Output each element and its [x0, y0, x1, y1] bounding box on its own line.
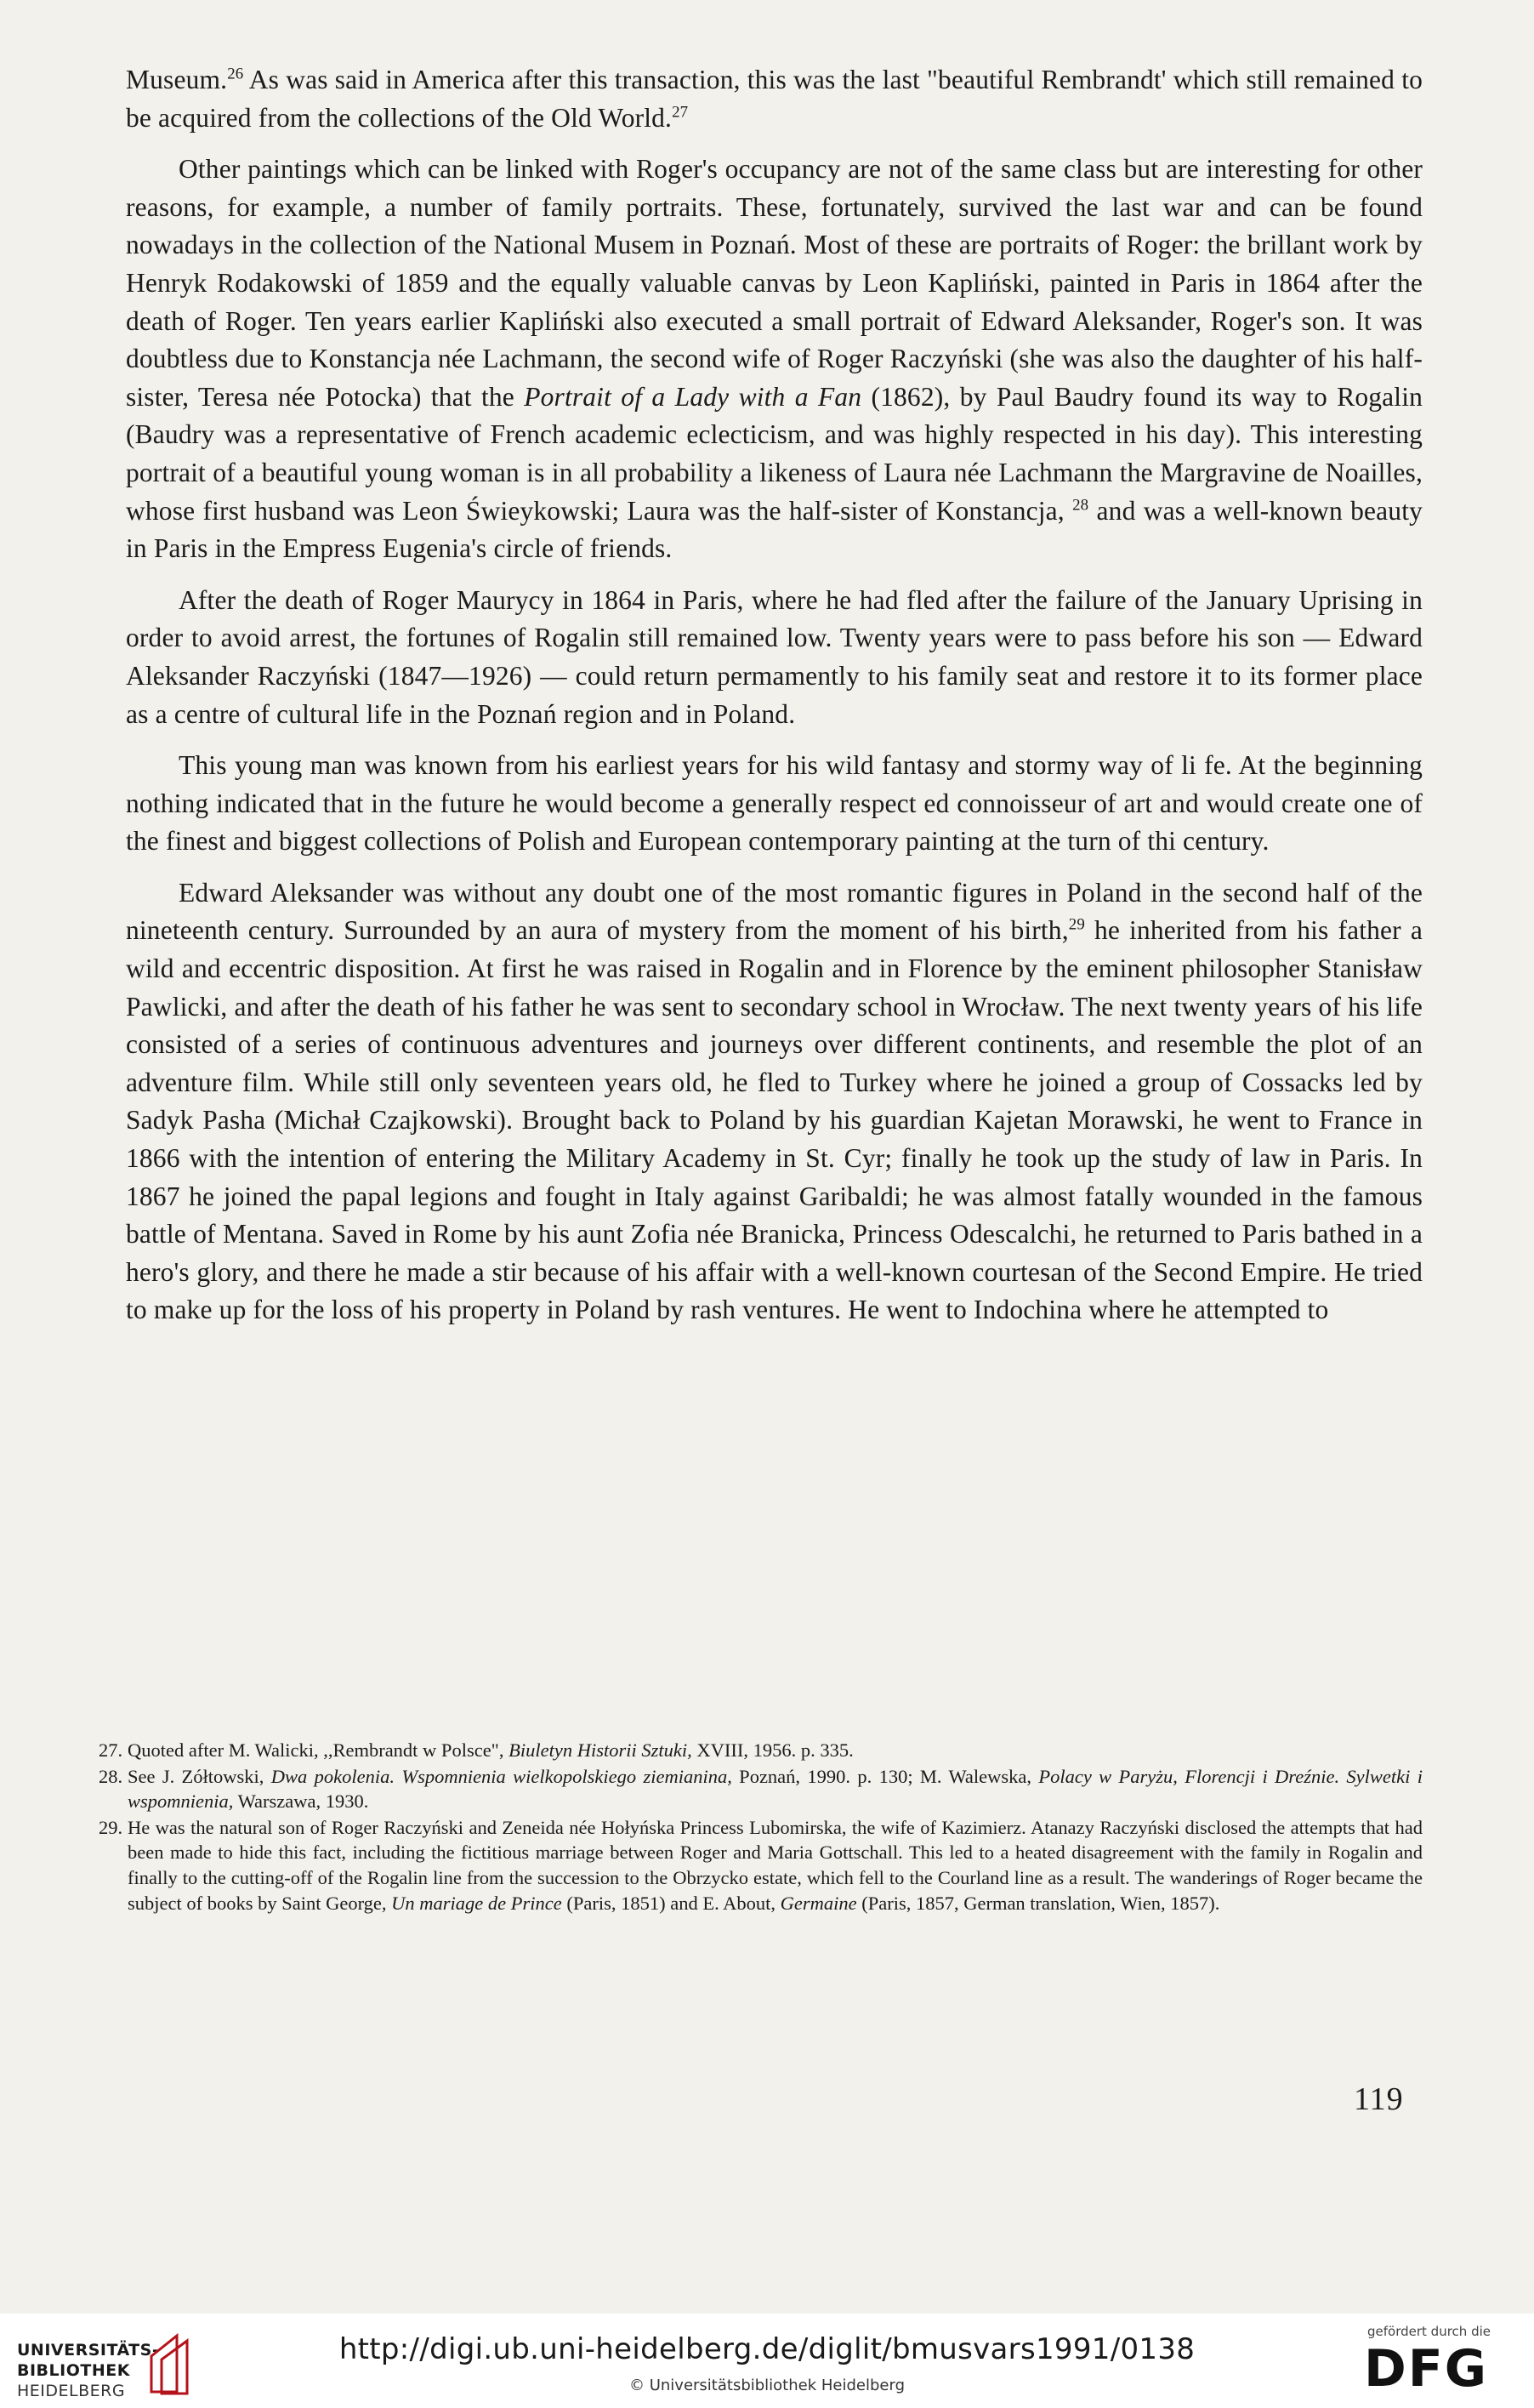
library-name-line: UNIVERSITÄTS- [17, 2341, 160, 2360]
footnote-ref: 28 [1072, 496, 1089, 515]
paragraph-text: Other paintings which can be linked with Roger's occupancy are not of the same class but are interesting for other reasons, for example, a number of family portraits. These, fortunately, survived the last war and can be found nowadays in the collection of the National Musem in Poznań. Most of these are portraits of Roger: the brillant work by Henryk Rodakowski of 1859 and the equally valuable canvas by Leon Kapliński, painted in Paris in 1864 after the death of Roger. Ten years earlier Kapliński also executed a small portrait of Edward Aleksander, Roger's son. It was doubtless due to Konstancja née Lachmann, the second wife of Roger Raczyński (she was also the daughter of his half-sister, Teresa née Potocka) that the [126, 154, 1423, 412]
paragraph: This young man was known from his earliest years for his wild fantasy and stormy way of li fe. At the beginning nothing indicated that in the future he would become a generally respect ed connoisseur of art and would create one of the finest and biggest collections of Polish and European contemporary painting at the turn of thi century. [126, 750, 1423, 857]
footnote-number: 27. [99, 1739, 123, 1761]
paragraph-text: and was a well-known beauty in Paris in the Empress Eugenia's circle of friends. [126, 495, 1423, 564]
paragraph-text: he inherited from his father a wild and eccentric disposition. At first he was raised in Rogalin and in Florence by the eminent philosopher Stanisław Pawlicki, and after the death of his father he was sent to secondary school in Wrocław. The next twenty years of his life consisted of a series of continuous adventures and journeys over different continents, and resemble the plot of an adventure film. While still only seventeen years old, he fled to Turkey where he joined a group of Cossacks led by Sadyk Pasha (Michał Czajkowski). Brought back to Poland by his guardian Kajetan Morawski, he went to France in 1866 with the intention of entering the Military Academy in St. Cyr; finally he took up the study of law in Paris. In 1867 he joined the papal legions and fought in Italy against Garibaldi; he was almost fatally wounded in the famous battle of Mentana. Saved in Rome by his aunt Zofia née Branicka, Princess Odescalchi, he returned to Paris bathed in a hero's glory, and there he made a stir because of his affair with a well-known courtesan of the Second Empire. He tried to make up for the loss of his property in Poland by rash ventures. He went to Indochina where he attempted to [126, 915, 1423, 1325]
footnote-number: 28. [99, 1765, 123, 1787]
dfg-logo[interactable]: DFG [1364, 2339, 1489, 2399]
funding-caption: gefördert durch die [1367, 2324, 1491, 2339]
body-text [126, 61, 1423, 1343]
footnote-text: He was the natural son of Roger Raczyński and Zeneida née Hołyńska Princess Lubomirska, the wife of Kazimierz. Atanazy Raczyński disclosed the attempts that had been made to hide this fact, including the fictitious marriage between Roger and Maria Gottschall. This led to a heated disagreement with the family in Rogalin and finally to the cutting-off of the Rogalin line from the succession to the Obrzycko estate, which fell to the Courland line as a result. The wanderings of Roger became the subject of books by Saint George, Un mariage de Prince (Paris, 1851) and E. About, Germaine (Paris, 1857, German translation, Wien, 1857). [128, 1816, 1423, 1914]
artwork-title: Portrait of a Lady with a Fan [524, 381, 862, 412]
paragraph-text: As was said in America after this transaction, this was the last "beautiful Rembrandt' which still remained to be acquired from the collections of the Old World. [126, 65, 1423, 133]
library-name-line: HEIDELBERG [17, 2382, 126, 2400]
copyright-notice: © Universitätsbibliothek Heidelberg [628, 2377, 905, 2394]
footnote-number: 29. [99, 1816, 123, 1838]
footnote-ref: 27 [672, 103, 689, 122]
permalink-url[interactable]: http://digi.ub.uni-heidelberg.de/diglit/bmusvars1991/0138 [338, 2332, 1196, 2366]
footnote [99, 1738, 1423, 1763]
paragraph-text: Museum. [126, 65, 228, 94]
library-name-line: BIBLIOTHEK [17, 2361, 130, 2380]
footnote-text: See J. Zółtowski, Dwa pokolenia. Wspomnienia wielkopolskiego ziemianina, Poznań, 1990. p. 130; M. Walewska, Polacy w Paryżu, Florencji i Dreźnie. Sylwetki i wspomnienia, Warszawa, 1930. [128, 1765, 1423, 1813]
footnote-ref: 26 [227, 65, 244, 83]
paragraph: After the death of Roger Maurycy in 1864 in Paris, where he had fled after the failure of the January Uprising in order to avoid arrest, the fortunes of Rogalin still remained low. Twenty years were to pass before his son — Edward Aleksander Raczyński (1847—1926) — could return permamently to his family seat and restore it to its former place as a centre of cultural life in the Poznań region and in Poland. [126, 584, 1423, 729]
digitization-footer [0, 2314, 1534, 2408]
footnote-ref: 29 [1068, 915, 1085, 934]
footnote [99, 1764, 1423, 1814]
paragraph [126, 874, 1423, 1329]
footnote [99, 1815, 1423, 1916]
paragraph-text: Edward Aleksander was without any doubt one of the most romantic figures in Poland in the second half of the nineteenth century. Surrounded by an aura of mystery from the moment of his birth, [126, 877, 1423, 946]
paragraph [126, 61, 1423, 137]
paragraph-text: (1862), by Paul Baudry found its way to Rogalin (Baudry was a representative of French academic eclecticism, and was highly respected in his day). This interesting portrait of a beautiful young woman is in all probability a likeness of Laura née Lachmann the Margravine de Noailles, whose first husband was Leon Świeykowski; Laura was the half-sister of Konstancja, [126, 381, 1423, 526]
footnote-text: Quoted after M. Walicki, ,,Rembrandt w Polsce", Biuletyn Historii Sztuki, XVIII, 1956. p. 335. [128, 1739, 854, 1761]
page-number: 119 [1354, 2081, 1404, 2117]
paragraph [126, 151, 1423, 568]
footnotes [99, 1738, 1423, 1916]
